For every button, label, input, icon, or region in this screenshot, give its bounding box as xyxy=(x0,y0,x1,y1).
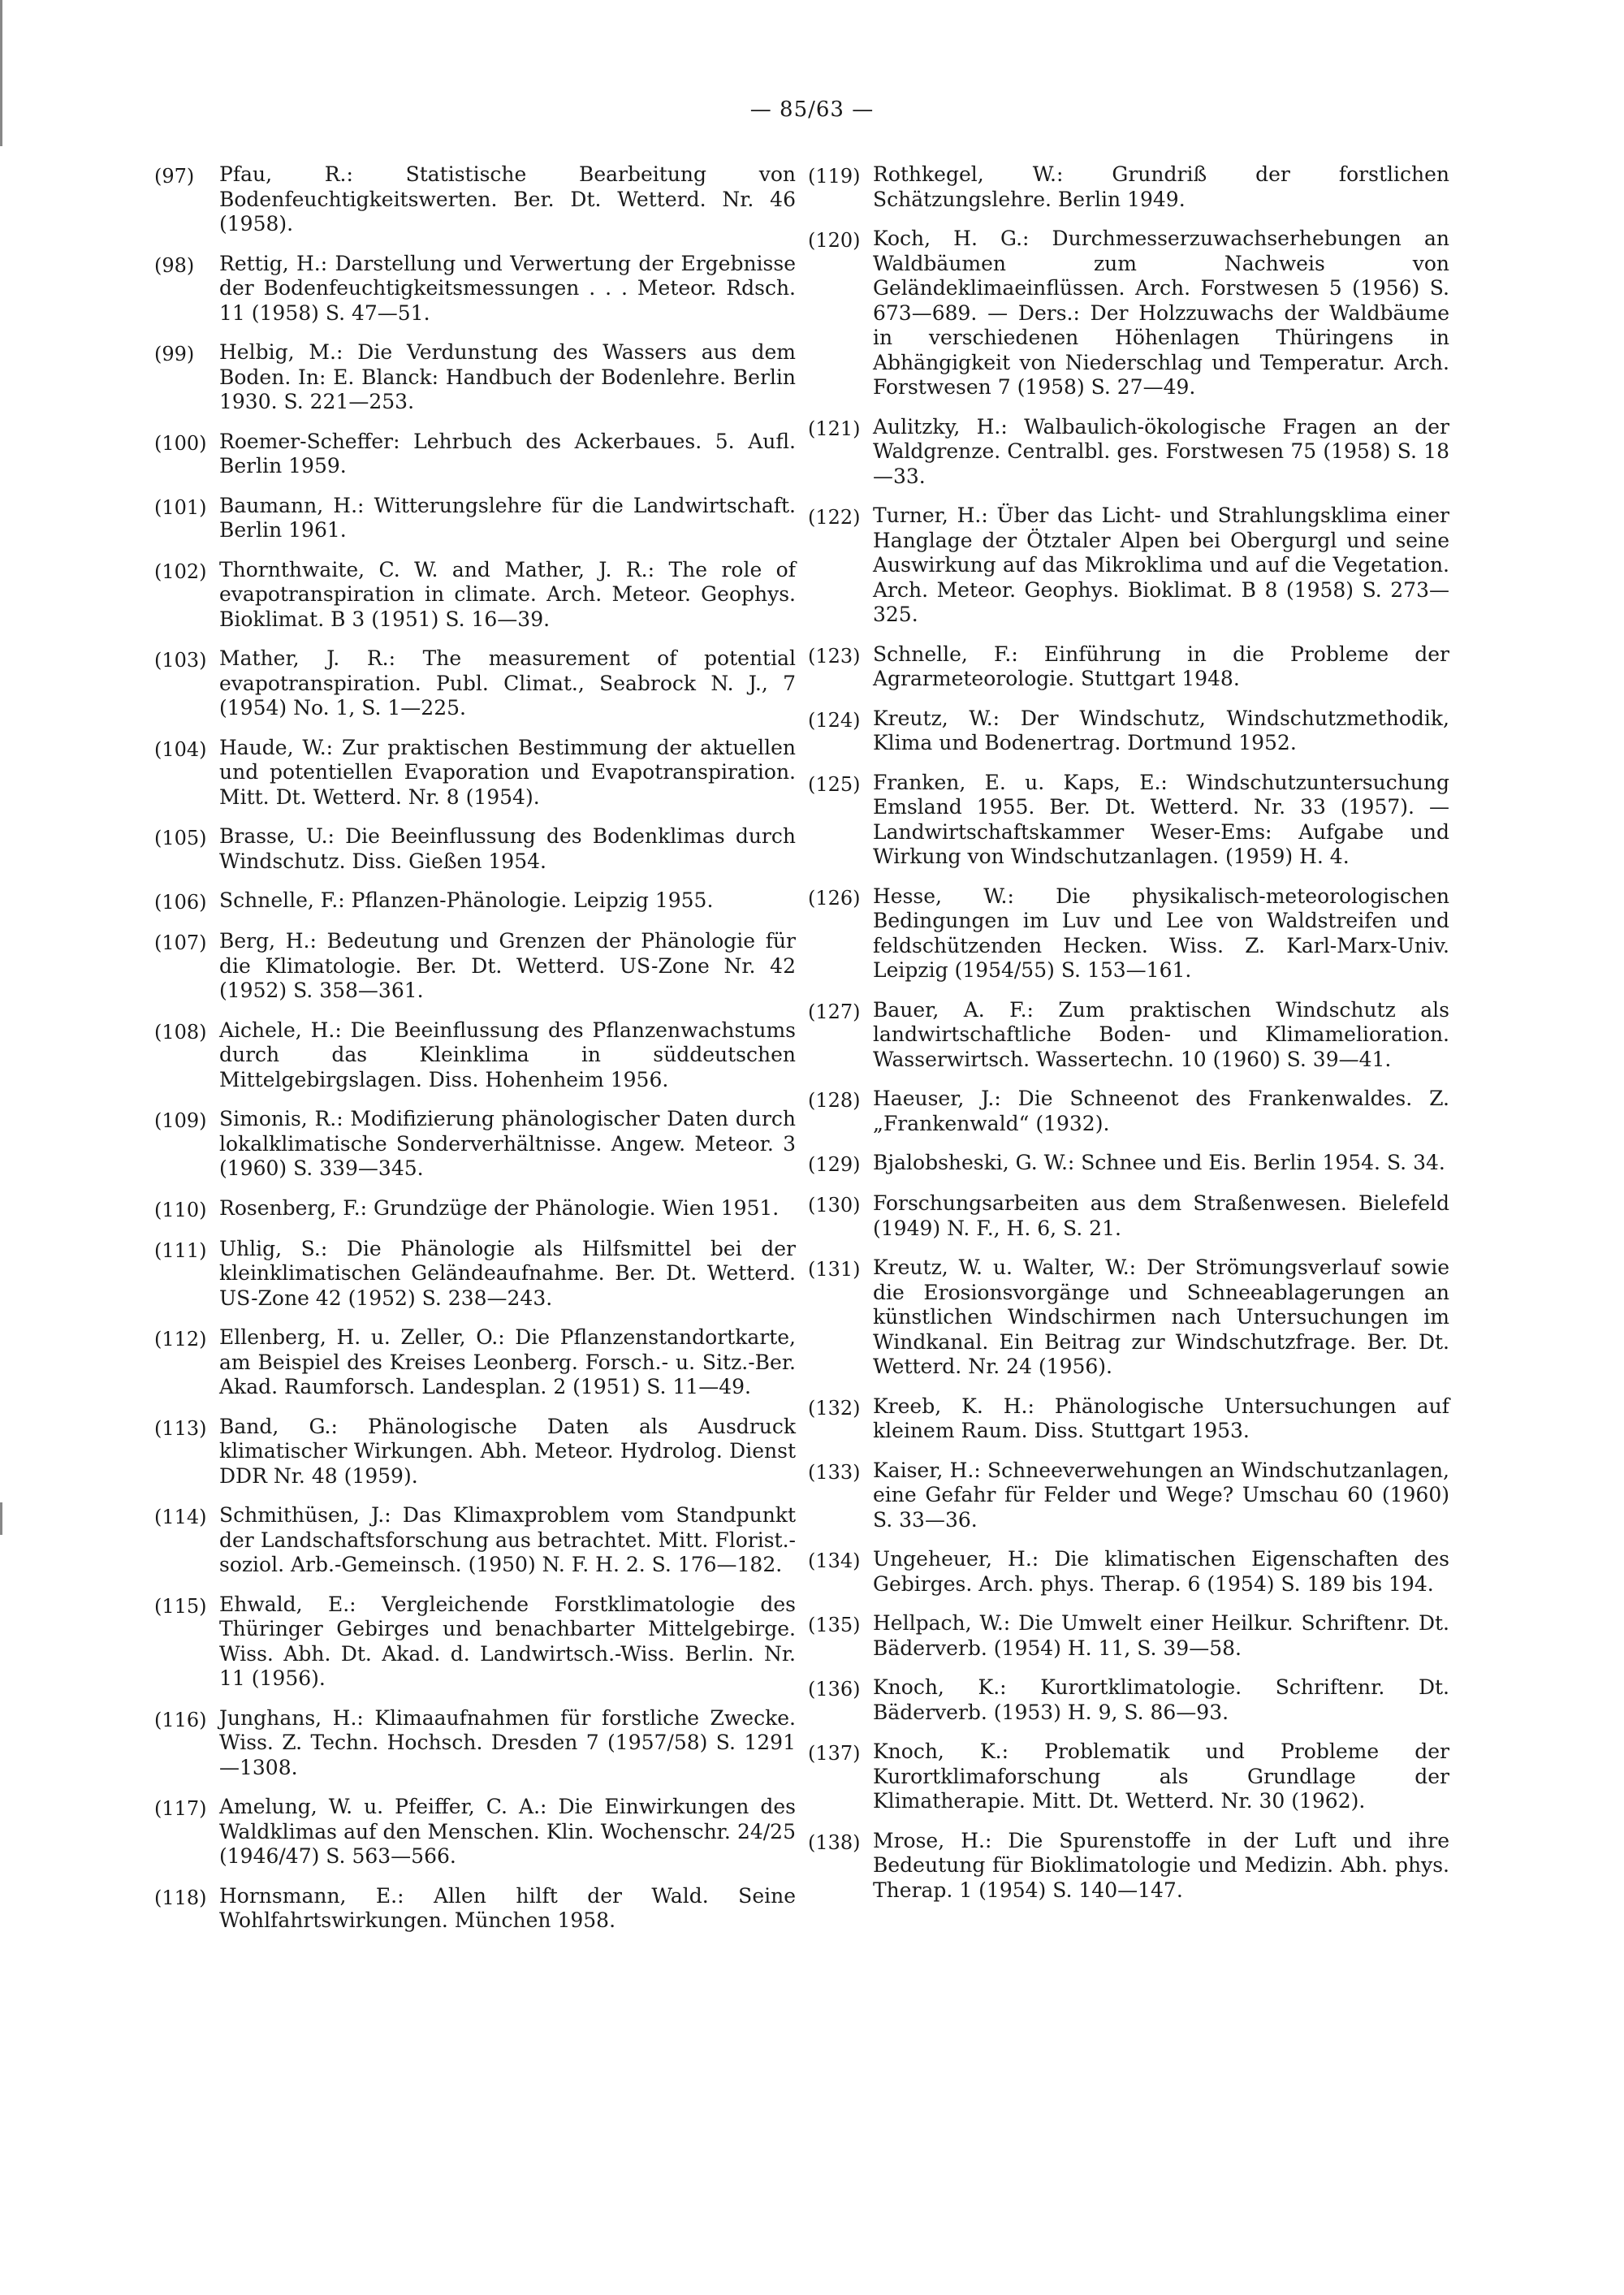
reference-number: (117) xyxy=(154,1797,207,1820)
reference-text: Schmithüsen, J.: Das Klimaxproblem vom Standpunkt der Landschaftsforschung aus betrachtet. Mitt. Florist.-soziol. Arb.-Gemeinsch. (1950) N. F. H. 2. S. 176—182. xyxy=(219,1503,796,1576)
reference-entry xyxy=(808,642,1449,692)
reference-text: Amelung, W. u. Pfeiffer, C. A.: Die Einwirkungen des Waldklimas auf den Menschen. Klin. Wochenschr. 24/25 (1946/47) S. 563—566. xyxy=(219,1795,796,1868)
reference-number: (132) xyxy=(808,1396,861,1420)
reference-text: Franken, E. u. Kaps, E.: Windschutzuntersuchung Emsland 1955. Ber. Dt. Wetterd. Nr. 33 (1957). — Landwirtschaftskammer Weser-Ems: Aufgabe und Wirkung von Windschutzanlagen. (1959) H. 4. xyxy=(873,770,1449,868)
reference-number: (100) xyxy=(154,431,207,455)
reference-entry xyxy=(808,504,1449,628)
scan-edge-mark xyxy=(0,1502,2,1535)
reference-number: (127) xyxy=(808,1000,861,1023)
reference-entry xyxy=(154,736,796,810)
reference-text: Band, G.: Phänologische Daten als Ausdruck klimatischer Wirkungen. Abh. Meteor. Hydrolog. Dienst DDR Nr. 48 (1959). xyxy=(219,1414,796,1488)
reference-number: (101) xyxy=(154,495,207,519)
reference-entry xyxy=(808,162,1449,212)
reference-number: (116) xyxy=(154,1708,207,1731)
reference-number: (115) xyxy=(154,1594,207,1618)
reference-text: Turner, H.: Über das Licht- und Strahlungsklima einer Hanglage der Ötztaler Alpen bei Obergurgl und seine Auswirkung auf das Mikroklima und auf die Vegetation. Arch. Meteor. Geophys. Bioklimat. B 8 (1958) S. 273—325. xyxy=(873,504,1449,626)
reference-number: (131) xyxy=(808,1258,861,1281)
reference-number: (107) xyxy=(154,931,207,954)
reference-number: (110) xyxy=(154,1198,207,1221)
reference-text: Kreeb, K. H.: Phänologische Untersuchungen auf kleinem Raum. Diss. Stuttgart 1953. xyxy=(873,1394,1449,1442)
reference-number: (138) xyxy=(808,1830,861,1854)
reference-entry xyxy=(808,884,1449,983)
scan-edge-mark xyxy=(0,0,2,146)
reference-text: Knoch, K.: Kurortklimatologie. Schriftenr. Dt. Bäderverb. (1953) H. 9, S. 86—93. xyxy=(873,1675,1449,1724)
reference-entry xyxy=(808,1087,1449,1136)
reference-text: Roemer-Scheffer: Lehrbuch des Ackerbaues. 5. Aufl. Berlin 1959. xyxy=(219,429,796,478)
reference-number: (99) xyxy=(154,343,195,365)
reference-number: (124) xyxy=(808,708,861,732)
reference-text: Thornthwaite, C. W. and Mather, J. R.: The role of evapotranspiration in climate. Arch. Meteor. Geophys. Bioklimat. B 3 (1951) S. 16—39. xyxy=(219,557,796,631)
left-column xyxy=(154,162,796,1948)
reference-number: (105) xyxy=(154,827,207,849)
reference-number: (109) xyxy=(154,1109,207,1132)
reference-text: Helbig, M.: Die Verdunstung des Wassers aus dem Boden. In: E. Blanck: Handbuch der Bodenlehre. Berlin 1930. S. 221—253. xyxy=(219,340,796,413)
reference-entry xyxy=(808,1675,1449,1725)
reference-text: Haeuser, J.: Die Schneenot des Frankenwaldes. Z. „Frankenwald“ (1932). xyxy=(873,1087,1449,1135)
reference-number: (130) xyxy=(808,1194,861,1217)
reference-number: (118) xyxy=(154,1886,207,1909)
reference-text: Rosenberg, F.: Grundzüge der Phänologie. Wien 1951. xyxy=(219,1195,780,1220)
reference-number: (114) xyxy=(154,1506,207,1528)
reference-text: Hesse, W.: Die physikalisch-meteorologischen Bedingungen im Luv und Lee von Waldstreifen und feldschützenden Hecken. Wiss. Z. Karl-Marx-Univ. Leipzig (1954/55) S. 153—161. xyxy=(873,884,1449,982)
reference-text: Ungeheuer, H.: Die klimatischen Eigenschaften des Gebirges. Arch. phys. Therap. 6 (1954) S. 189 bis 194. xyxy=(873,1547,1449,1596)
reference-entry xyxy=(154,1503,796,1578)
page-number: — 85/63 — xyxy=(749,97,875,122)
reference-text: Brasse, U.: Die Beeinflussung des Bodenklimas durch Windschutz. Diss. Gießen 1954. xyxy=(219,824,796,873)
reference-number: (119) xyxy=(808,165,861,188)
reference-text: Junghans, H.: Klimaaufnahmen für forstliche Zwecke. Wiss. Z. Techn. Hochsch. Dresden 7 (1957/58) S. 1291—1308. xyxy=(219,1705,796,1779)
reference-text: Rettig, H.: Darstellung und Verwertung der Ergebnisse der Bodenfeuchtigkeitsmessungen . . . Meteor. Rdsch. 11 (1958) S. 47—51. xyxy=(219,251,796,325)
reference-number: (122) xyxy=(808,506,861,529)
reference-entry xyxy=(154,430,796,479)
reference-text: Haude, W.: Zur praktischen Bestimmung der aktuellen und potentiellen Evaporation und Evapotranspiration. Mitt. Dt. Wetterd. Nr. 8 (1954). xyxy=(219,735,796,809)
reference-number: (113) xyxy=(154,1416,207,1440)
reference-entry xyxy=(808,998,1449,1073)
reference-entry xyxy=(154,1415,796,1489)
reference-number: (112) xyxy=(154,1328,207,1351)
reference-text: Pfau, R.: Statistische Bearbeitung von Bodenfeuchtigkeitswerten. Ber. Dt. Wetterd. Nr. 46 (1958). xyxy=(219,162,796,236)
right-column xyxy=(808,162,1449,1917)
reference-text: Schnelle, F.: Pflanzen-Phänologie. Leipzig 1955. xyxy=(219,888,714,912)
reference-number: (111) xyxy=(154,1238,207,1262)
reference-entry xyxy=(154,252,796,326)
reference-entry xyxy=(808,1151,1449,1177)
reference-entry xyxy=(808,1829,1449,1904)
reference-text: Uhlig, S.: Die Phänologie als Hilfsmittel bei der kleinklimatischen Geländeaufnahme. Ber. Dt. Wetterd. US-Zone 42 (1952) S. 238—243. xyxy=(219,1236,796,1310)
reference-entry xyxy=(154,1706,796,1781)
reference-text: Kreutz, W. u. Walter, W.: Der Strömungsverlauf sowie die Erosionsvorgänge und Schneeablagerungen an künstlichen Windschirmen nach Untersuchungen im Windkanal. Ein Beitrag zur Windschutzfrage. Ber. Dt. Wetterd. Nr. 24 (1956). xyxy=(873,1256,1449,1378)
reference-text: Schnelle, F.: Einführung in die Probleme der Agrarmeteorologie. Stuttgart 1948. xyxy=(873,642,1449,690)
reference-entry xyxy=(154,1325,796,1400)
reference-entry xyxy=(808,415,1449,490)
reference-text: Mrose, H.: Die Spurenstoffe in der Luft und ihre Bedeutung für Bioklimatologie und Medizin. Abh. phys. Therap. 1 (1954) S. 140—147. xyxy=(873,1828,1449,1902)
reference-text: Hellpach, W.: Die Umwelt einer Heilkur. Schriftenr. Dt. Bäderverb. (1954) H. 11, S. 39—58. xyxy=(873,1611,1449,1660)
reference-number: (103) xyxy=(154,649,207,672)
reference-entry xyxy=(808,1394,1449,1444)
reference-text: Baumann, H.: Witterungslehre für die Landwirtschaft. Berlin 1961. xyxy=(219,493,796,542)
reference-entry xyxy=(808,1547,1449,1597)
reference-text: Simonis, R.: Modifizierung phänologischer Daten durch lokalklimatische Sonderverhältnisse. Angew. Meteor. 3 (1960) S. 339—345. xyxy=(219,1107,796,1180)
reference-entry xyxy=(154,558,796,633)
reference-entry xyxy=(808,1256,1449,1380)
reference-text: Rothkegel, W.: Grundriß der forstlichen Schätzungslehre. Berlin 1949. xyxy=(873,162,1449,211)
reference-number: (129) xyxy=(808,1153,861,1176)
reference-entry xyxy=(808,227,1449,400)
reference-text: Kaiser, H.: Schneeverwehungen an Windschutzanlagen, eine Gefahr für Felder und Wege? Umschau 60 (1960) S. 33—36. xyxy=(873,1458,1449,1532)
reference-number: (125) xyxy=(808,772,861,796)
reference-text: Aulitzky, H.: Walbaulich-ökologische Fragen an der Waldgrenze. Centralbl. ges. Forstwesen 75 (1958) S. 18—33. xyxy=(873,414,1449,488)
reference-text: Knoch, K.: Problematik und Probleme der Kurortklimaforschung als Grundlage der Klimatherapie. Mitt. Dt. Wetterd. Nr. 30 (1962). xyxy=(873,1740,1449,1813)
reference-number: (137) xyxy=(808,1742,861,1765)
reference-text: Ellenberg, H. u. Zeller, O.: Die Pflanzenstandortkarte, am Beispiel des Kreises Leonberg. Forsch.- u. Sitz.-Ber. Akad. Raumforsch. Landesplan. 2 (1951) S. 11—49. xyxy=(219,1325,796,1398)
reference-text: Aichele, H.: Die Beeinflussung des Pflanzenwachstums durch das Kleinklima in süddeutschen Mittelgebirgslagen. Diss. Hohenheim 1956. xyxy=(219,1018,796,1091)
reference-entry xyxy=(154,1593,796,1692)
reference-number: (121) xyxy=(808,417,861,440)
reference-entry xyxy=(808,1459,1449,1533)
reference-entry xyxy=(154,494,796,543)
reference-entry xyxy=(154,162,796,237)
reference-number: (123) xyxy=(808,644,861,668)
reference-number: (104) xyxy=(154,737,207,761)
reference-entry xyxy=(808,771,1449,870)
reference-number: (108) xyxy=(154,1020,207,1044)
reference-text: Mather, J. R.: The measurement of potential evapotranspiration. Publ. Climat., Seabrock N. J., 7 (1954) No. 1, S. 1—225. xyxy=(219,646,796,720)
reference-text: Forschungsarbeiten aus dem Straßenwesen. Bielefeld (1949) N. F., H. 6, S. 21. xyxy=(873,1191,1449,1240)
reference-text: Bauer, A. F.: Zum praktischen Windschutz als landwirtschaftliche Boden- und Klimamelioration. Wasserwirtsch. Wassertechn. 10 (1960) S. 39—41. xyxy=(873,997,1449,1071)
reference-text: Berg, H.: Bedeutung und Grenzen der Phänologie für die Klimatologie. Ber. Dt. Wetterd. US-Zone Nr. 42 (1952) S. 358—361. xyxy=(219,929,796,1002)
reference-number: (134) xyxy=(808,1549,861,1572)
reference-number: (98) xyxy=(154,253,195,277)
reference-number: (120) xyxy=(808,229,861,252)
reference-number: (102) xyxy=(154,560,207,583)
reference-entry xyxy=(154,646,796,721)
reference-entry xyxy=(808,1611,1449,1661)
reference-entry xyxy=(808,707,1449,756)
reference-text: Koch, H. G.: Durchmesserzuwachserhebungen an Waldbäumen zum Nachweis von Geländeklimaeinflüssen. Arch. Forstwesen 5 (1956) S. 673—689. — Ders.: Der Holzzuwachs der Waldbäume in verschiedenen Höhenlagen Thüringens in Abhängigkeit von Niederschlag und Temperatur. Arch. Forstwesen 7 (1958) S. 27—49. xyxy=(873,227,1449,399)
reference-number: (97) xyxy=(154,165,195,188)
reference-entry xyxy=(154,824,796,874)
reference-number: (135) xyxy=(808,1614,861,1636)
reference-entry xyxy=(154,1237,796,1312)
reference-entry xyxy=(808,1740,1449,1814)
reference-entry xyxy=(154,1196,796,1222)
reference-text: Hornsmann, E.: Allen hilft der Wald. Seine Wohlfahrtswirkungen. München 1958. xyxy=(219,1883,796,1932)
reference-number: (136) xyxy=(808,1678,861,1701)
reference-text: Kreutz, W.: Der Windschutz, Windschutzmethodik, Klima und Bodenertrag. Dortmund 1952. xyxy=(873,706,1449,754)
reference-entry xyxy=(154,1795,796,1869)
reference-number: (126) xyxy=(808,886,861,910)
reference-entry xyxy=(154,929,796,1004)
reference-number: (128) xyxy=(808,1089,861,1112)
reference-entry xyxy=(154,1884,796,1934)
reference-text: Bjalobsheski, G. W.: Schnee und Eis. Berlin 1954. S. 34. xyxy=(873,1151,1445,1174)
reference-number: (133) xyxy=(808,1460,861,1484)
reference-text: Ehwald, E.: Vergleichende Forstklimatologie des Thüringer Gebirges und benachbarter Mittelgebirge. Wiss. Abh. Dt. Akad. d. Landwirtsch.-Wiss. Berlin. Nr. 11 (1956). xyxy=(219,1592,796,1690)
reference-entry xyxy=(154,1107,796,1182)
reference-number: (106) xyxy=(154,891,207,914)
reference-entry xyxy=(154,340,796,415)
reference-entry xyxy=(154,1018,796,1093)
reference-entry xyxy=(154,888,796,914)
reference-entry xyxy=(808,1191,1449,1241)
